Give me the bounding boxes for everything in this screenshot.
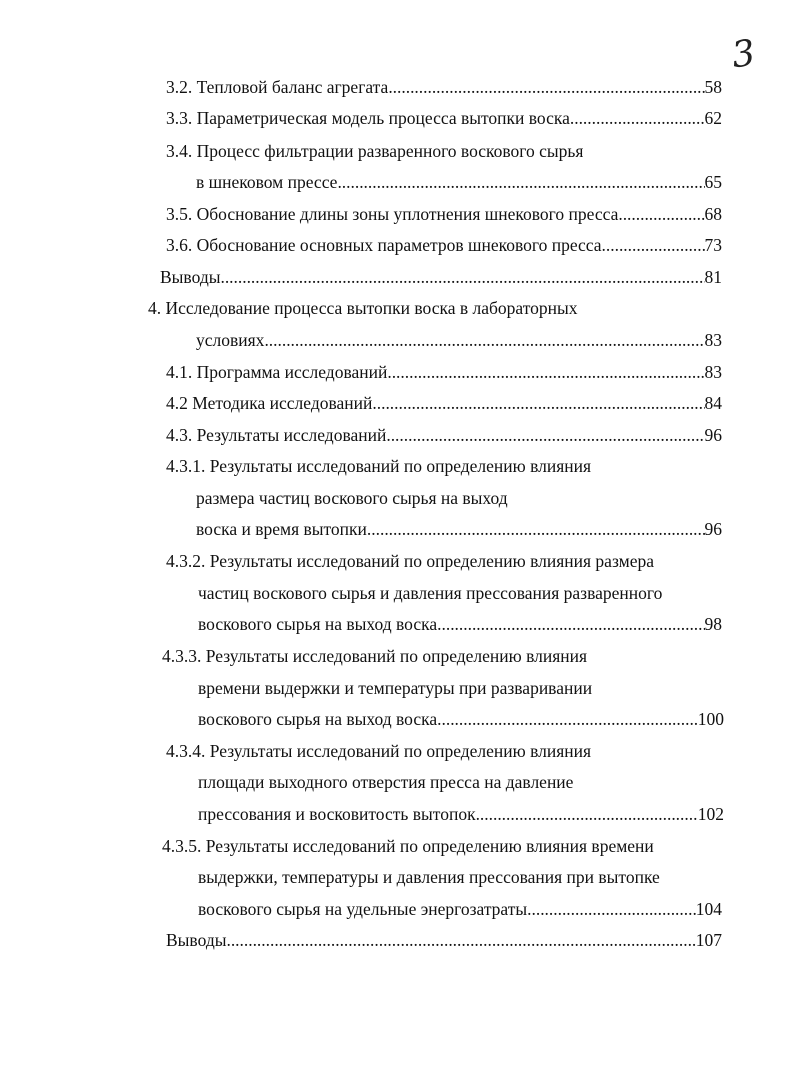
toc-entry-4-3-4 [198, 803, 724, 825]
toc-entry-4-3-4-line1: 4.3.4. Результаты исследований по определению влияния [166, 741, 592, 761]
toc-entry-page: 96 [704, 519, 722, 539]
toc-entry-4-3-3-line1: 4.3.3. Результаты исследований по определению влияния [162, 646, 588, 666]
toc-entry-title: Выводы [166, 930, 227, 950]
toc-entry-4-3-4-line2: площади выходного отверстия пресса на давление [198, 772, 574, 792]
toc-entry-page: 73 [704, 235, 722, 255]
toc-entry-page: 104 [695, 899, 722, 919]
toc-entry-title: 3.3. Параметрическая модель процесса вытопки воска [166, 108, 570, 128]
toc-entry-4-3-3 [198, 708, 724, 730]
toc-entry-page: 102 [697, 804, 724, 824]
toc-entry-title: в шнековом прессе [196, 172, 338, 192]
toc-entry-title: 3.2. Тепловой баланс агрегата [166, 77, 389, 97]
toc-entry-title: воскового сырья на удельные энергозатраты [198, 899, 528, 919]
toc-entry-title: воскового сырья на выход воска [198, 614, 438, 634]
toc-entry-page: 65 [704, 172, 722, 192]
toc-entry-4-1 [166, 361, 722, 383]
toc-entry-title: 3.6. Обоснование основных параметров шнекового пресса [166, 235, 602, 255]
toc-entry-title: 4.1. Программа исследований [166, 362, 388, 382]
toc-entry-4-3-2-line2: частиц воскового сырья и давления прессования разваренного [198, 583, 663, 603]
toc-entry-page: 107 [695, 930, 722, 950]
handwritten-page-number: 3 [729, 32, 758, 77]
toc-entry-conclusions-4 [166, 929, 722, 951]
toc-entry-4-line1: 4. Исследование процесса вытопки воска в лабораторных [148, 298, 578, 318]
toc-entry-3-4-line1: 3.4. Процесс фильтрации разваренного воскового сырья [166, 141, 584, 161]
toc-entry-4 [196, 329, 722, 351]
toc-entry-4-3-2-line1: 4.3.2. Результаты исследований по определению влияния размера [166, 551, 654, 571]
toc-entry-conclusions-3 [160, 266, 722, 288]
toc-entry-title: прессования и восковитость вытопок [198, 804, 476, 824]
toc-entry-page: 62 [704, 108, 722, 128]
toc-entry-page: 100 [697, 709, 724, 729]
toc-entry-title: воска и время вытопки [196, 519, 367, 539]
toc-entry-4-3-1-line1: 4.3.1. Результаты исследований по определению влияния [166, 456, 592, 476]
toc-entry-title: 3.5. Обоснование длины зоны уплотнения шнекового пресса [166, 204, 619, 224]
toc-entry-3-3 [166, 107, 722, 129]
toc-entry-3-6 [166, 234, 722, 256]
toc-entry-page: 84 [704, 393, 722, 413]
toc-entry-title: Выводы [160, 267, 221, 287]
toc-entry-title: условиях [196, 330, 265, 350]
toc-entry-title: воскового сырья на выход воска [198, 709, 438, 729]
toc-entry-page: 98 [704, 614, 722, 634]
toc-entry-page: 58 [704, 77, 722, 97]
toc-entry-3-5 [166, 203, 722, 225]
toc-entry-title: 4.3. Результаты исследований [166, 425, 387, 445]
toc-entry-3-4 [196, 171, 722, 193]
toc-entry-4-2 [166, 392, 722, 414]
toc-entry-4-3-5-line1: 4.3.5. Результаты исследований по определению влияния времени [162, 836, 654, 856]
toc-entry-page: 96 [704, 425, 722, 445]
toc-entry-4-3-5 [198, 898, 722, 920]
toc-entry-4-3-1 [196, 518, 722, 540]
toc-entry-title: 4.2 Методика исследований [166, 393, 373, 413]
toc-entry-page: 83 [704, 362, 722, 382]
toc-entry-3-2 [166, 76, 722, 98]
toc-entry-4-3-1-line2: размера частиц воскового сырья на выход [196, 488, 508, 508]
toc-entry-page: 81 [704, 267, 722, 287]
toc-entry-page: 68 [704, 204, 722, 224]
toc-entry-4-3-3-line2: времени выдержки и температуры при разваривании [198, 678, 593, 698]
toc-entry-4-3 [166, 424, 722, 446]
toc-entry-page: 83 [704, 330, 722, 350]
toc-entry-4-3-5-line2: выдержки, температуры и давления прессования при вытопке [198, 867, 660, 887]
toc-entry-4-3-2 [198, 613, 722, 635]
